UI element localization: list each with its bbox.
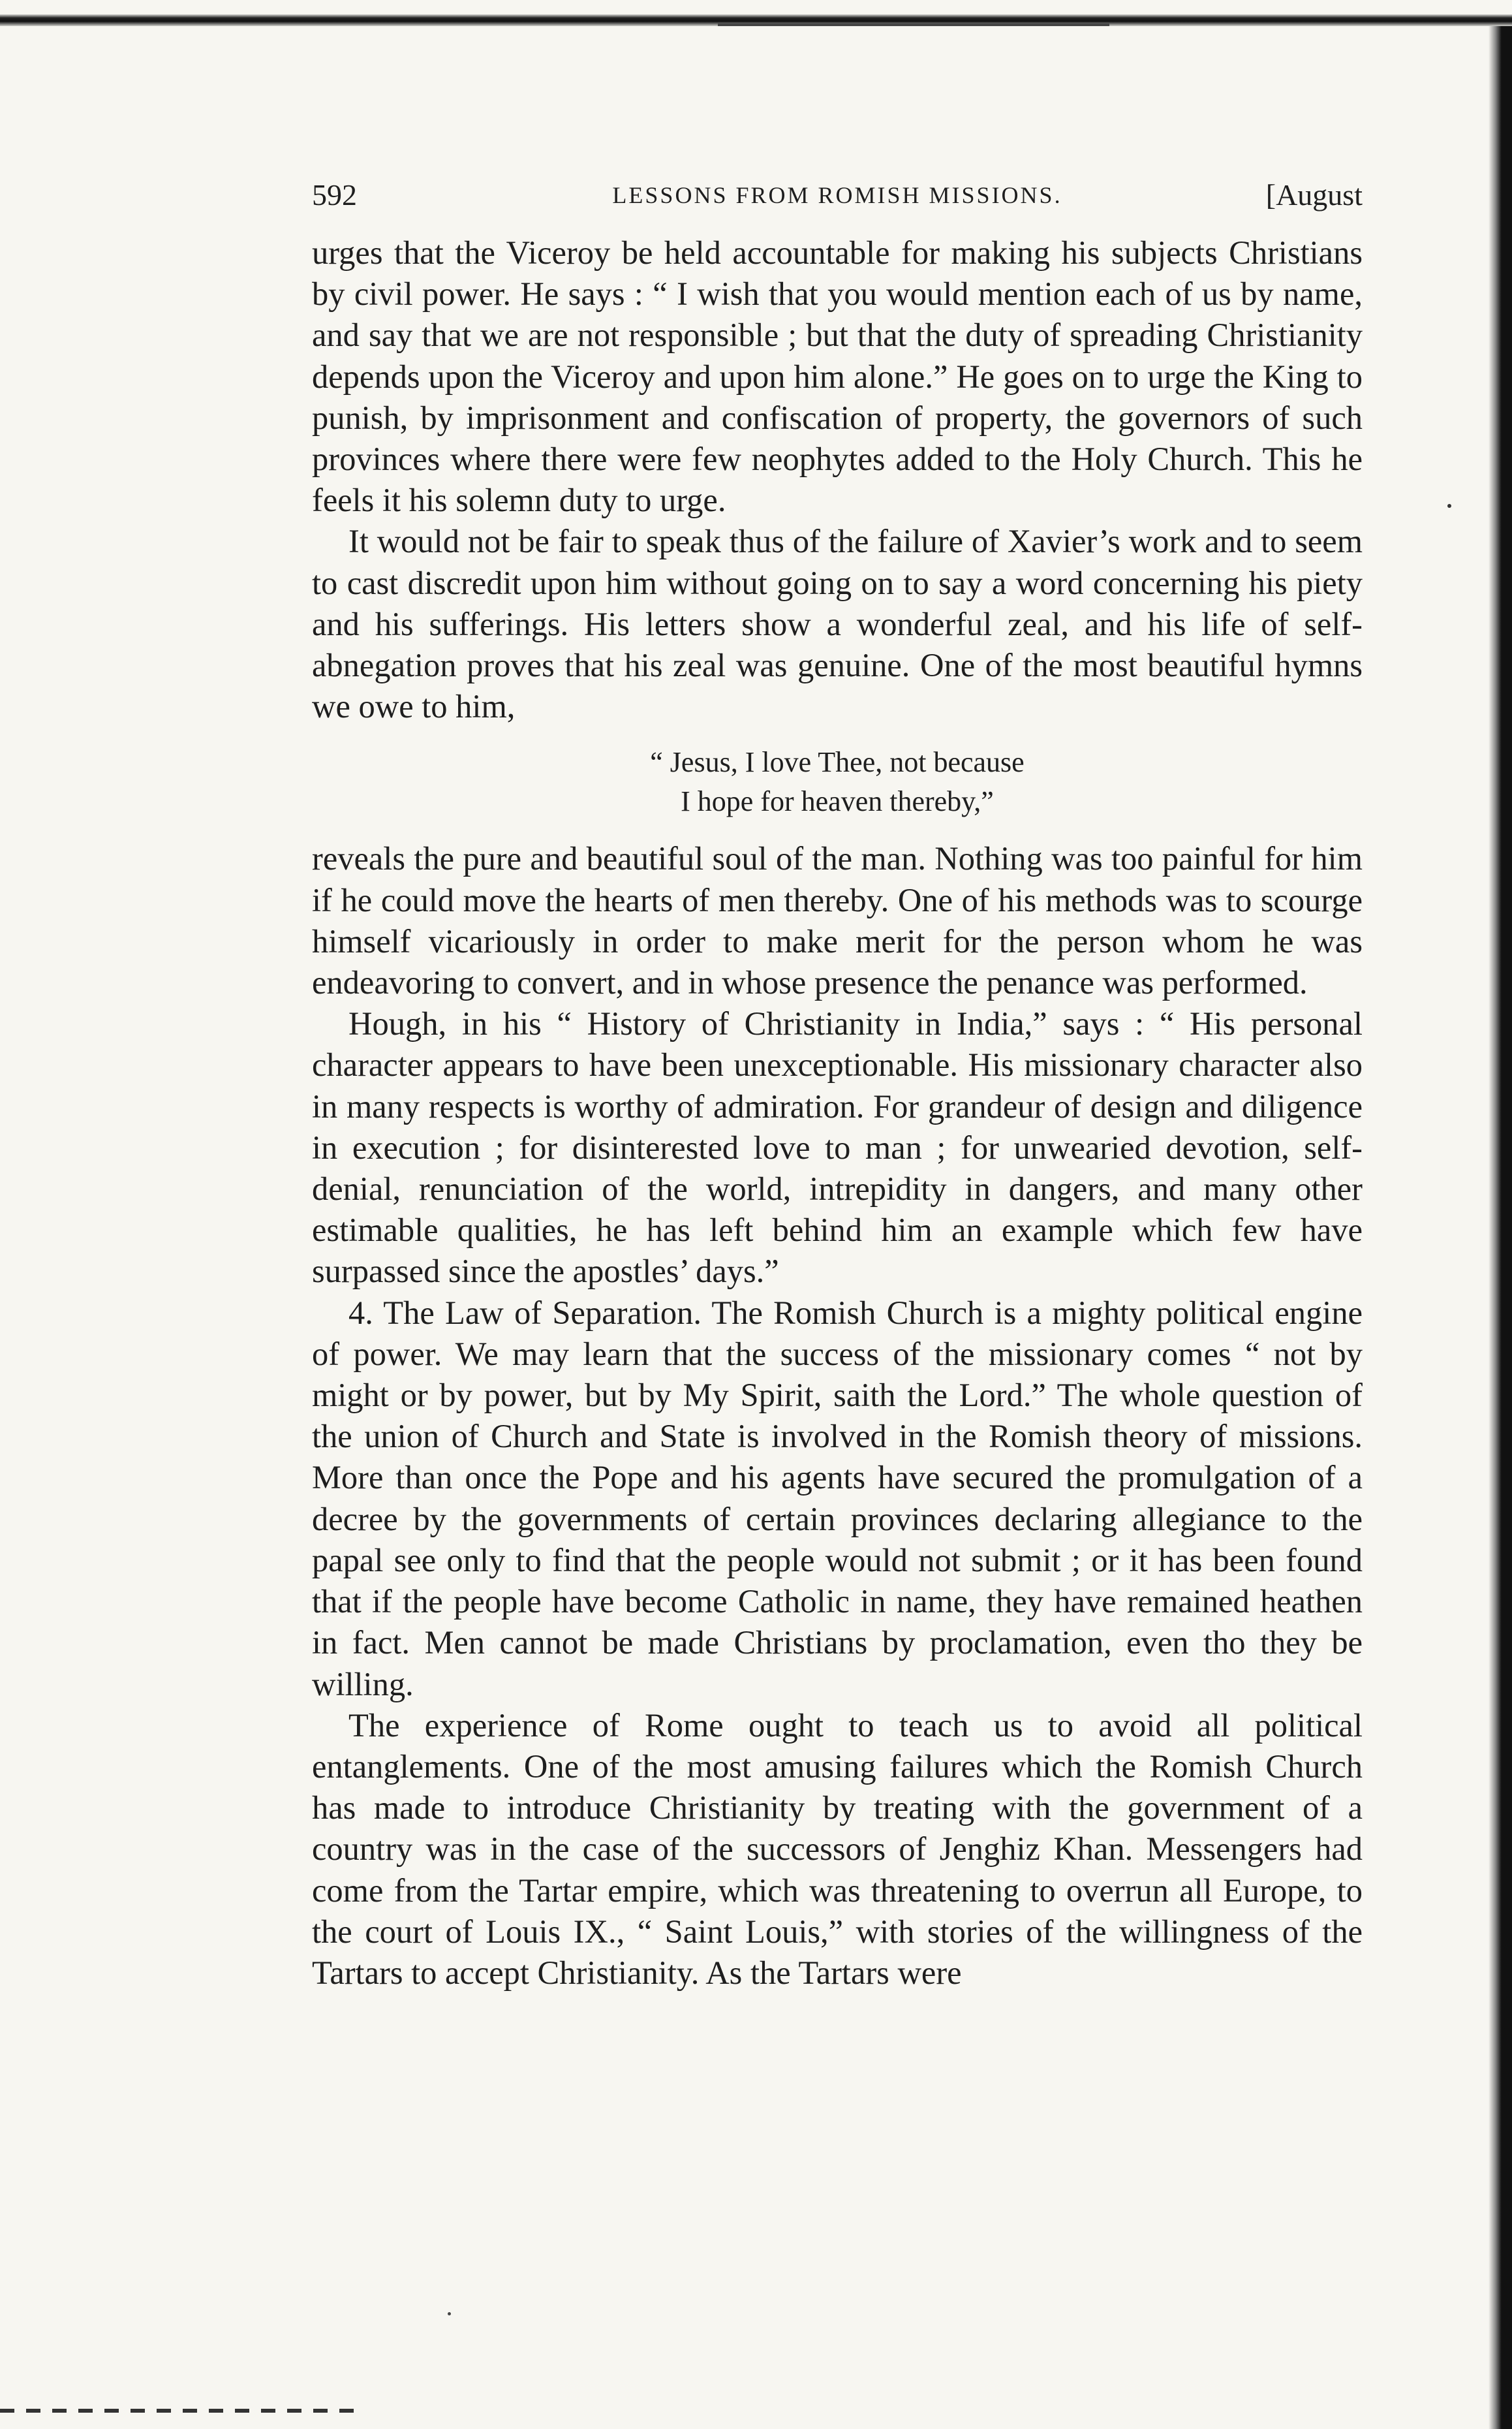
body-text <box>312 232 1363 1994</box>
paragraph-continuation: urges that the Viceroy be held accountable for making his subjects Christians by civil power. He says : “ I wish that you would mention each of us by name, and say that we are not responsible ; but that the duty of spreading Christianity depends upon the Viceroy and upon him alone.” He goes on to urge the King to punish, by imprisonment and confiscation of property, the governors of such provinces where there were few neophytes added to the Holy Church. This he feels it his solemn duty to urge. <box>312 234 1363 519</box>
scan-right-edge <box>1489 26 1512 2429</box>
page-number: 592 <box>312 178 357 212</box>
paragraph-pure-soul: reveals the pure and beautiful soul of the man. Nothing was too painful for him if he could move the hearts of men thereby. One of his methods was to scourge himself vicariously in order to make merit for the person whom he was endeavoring to convert, and in whose presence the penance was performed. <box>312 840 1363 1001</box>
hymn-quote <box>312 743 1363 821</box>
paragraph-hough-quote: Hough, in his “ History of Christianity in India,” says : “ His personal character appears to have been unexceptionable. His missionary character also in many respects is worthy of admiration. For grandeur of design and diligence in execution ; for disinterested love to man ; for unwearied devotion, self-denial, renunciation of the world, intrepidity in dangers, and many other estimable qualities, he has left behind him an example which few have surpassed since the apostles’ days.” <box>312 1005 1363 1290</box>
paragraph-experience-of-rome: The experience of Rome ought to teach us to avoid all political entanglements. One of the most amusing failures which the Romish Church has made to introduce Christianity by treating with the government of a country was in the case of the successors of Jenghiz Khan. Messengers had come from the Tartar empire, which was threatening to overrun all Europe, to the court of Louis IX., “ Saint Louis,” with stories of the willingness of the Tartars to accept Christianity. As the Tartars were <box>312 1706 1363 1991</box>
paragraph-law-of-separation: 4. The Law of Separation. The Romish Church is a mighty political engine of power. We may learn that the success of the missionary comes “ not by might or by power, but by My Spirit, saith the Lord.” The whole question of the union of Church and State is involved in the Romish theory of missions. More than once the Pope and his agents have secured the promulgation of a decree by the governments of certain provinces declaring allegiance to the papal see only to find that the people would not submit ; or it has been found that if the people have become Catholic in name, they have remained heathen in fact. Men cannot be made Christians by proclamation, even tho they be willing. <box>312 1294 1363 1702</box>
scan-bottom-specks <box>0 2409 365 2413</box>
page-header <box>312 178 1363 217</box>
scan-top-edge <box>0 14 1512 26</box>
hymn-line-2: I hope for heaven thereby,” <box>681 785 994 818</box>
running-month: [August <box>1265 178 1363 212</box>
hymn-line-1: “ Jesus, I love Thee, not because <box>650 746 1025 779</box>
running-title: LESSONS FROM ROMISH MISSIONS. <box>612 182 1062 208</box>
margin-mark <box>1447 504 1451 508</box>
paragraph-xavier-piety: It would not be fair to speak thus of the failure of Xavier’s work and to seem to cast discredit upon him without going on to say a word concerning his piety and his sufferings. His letters show a wonderful zeal, and his life of self-abnegation proves that his zeal was genuine. One of the most beautiful hymns we owe to him, <box>312 523 1363 725</box>
bottom-dot <box>448 2312 451 2315</box>
